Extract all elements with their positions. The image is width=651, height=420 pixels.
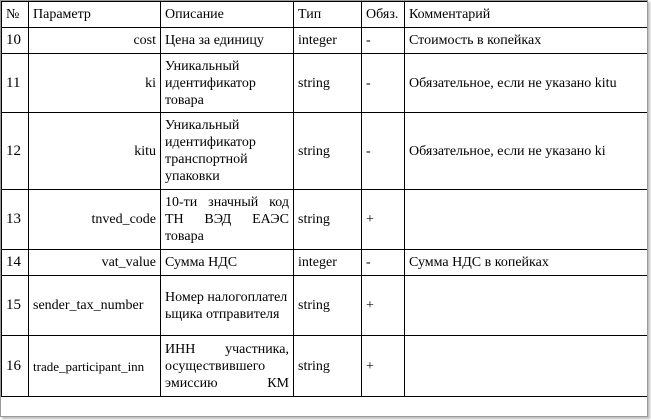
row-num: 11 (2, 54, 29, 113)
row-num: 16 (2, 336, 29, 397)
row-req: + (362, 276, 405, 336)
header-param: Параметр (29, 2, 161, 28)
header-type: Тип (294, 2, 362, 28)
row-comment (405, 190, 648, 250)
row-req: - (362, 28, 405, 54)
row-comment (405, 336, 648, 397)
row-num: 10 (2, 28, 29, 54)
row-type: integer (294, 250, 362, 276)
row-type: string (294, 190, 362, 250)
row-num: 13 (2, 190, 29, 250)
row-req: - (362, 113, 405, 190)
row-type: integer (294, 28, 362, 54)
row-type: string (294, 113, 362, 190)
row-num: 14 (2, 250, 29, 276)
row-num: 12 (2, 113, 29, 190)
row-param: trade_participant_inn (29, 336, 161, 397)
row-type: string (294, 54, 362, 113)
row-comment (405, 276, 648, 336)
header-num: № (2, 2, 29, 28)
parameters-table (1, 1, 648, 397)
row-param: vat_value (29, 250, 161, 276)
row-param: sender_tax_number (29, 276, 161, 336)
table-row (2, 28, 648, 54)
row-comment: Стоимость в копейках (405, 28, 648, 54)
row-param: ki (29, 54, 161, 113)
row-comment: Обязательное, если не указано kitu (405, 54, 648, 113)
header-row (2, 2, 648, 28)
row-desc: Цена за единицу (161, 28, 294, 54)
row-req: + (362, 190, 405, 250)
header-desc: Описание (161, 2, 294, 28)
header-comment: Комментарий (405, 2, 648, 28)
row-desc: Сумма НДС (161, 250, 294, 276)
row-comment: Обязательное, если не указано ki (405, 113, 648, 190)
row-req: + (362, 336, 405, 397)
table-row (2, 190, 648, 250)
table-row (2, 336, 648, 397)
row-desc: ИНН участника, осуществившего эмиссию КМ (161, 336, 294, 397)
row-num: 15 (2, 276, 29, 336)
row-param: kitu (29, 113, 161, 190)
row-type: string (294, 336, 362, 397)
row-param: tnved_code (29, 190, 161, 250)
table-row (2, 250, 648, 276)
row-desc: Уникальный идентификатор транспортной упаковки (161, 113, 294, 190)
row-desc: Номер налогоплательщика отправителя (161, 276, 294, 336)
row-req: - (362, 250, 405, 276)
row-desc: Уникальный идентификатор товара (161, 54, 294, 113)
row-desc: 10-ти значный код ТН ВЭД ЕАЭС товара (161, 190, 294, 250)
header-req: Обяз. (362, 2, 405, 28)
row-req: - (362, 54, 405, 113)
row-param: cost (29, 28, 161, 54)
row-comment: Сумма НДС в копейках (405, 250, 648, 276)
row-type: string (294, 276, 362, 336)
table-row (2, 54, 648, 113)
table-row (2, 276, 648, 336)
table-row (2, 113, 648, 190)
